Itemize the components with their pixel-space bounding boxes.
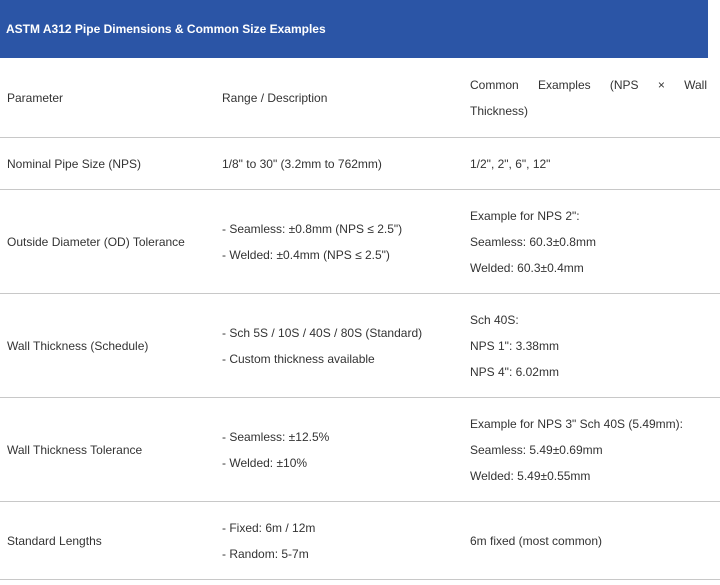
- row-range: [222, 294, 462, 397]
- row-examples: [470, 502, 715, 579]
- row-range: [222, 138, 462, 189]
- parameter-text: Standard Lengths: [7, 533, 102, 548]
- range-line: - Sch 5S / 10S / 40S / 80S (Standard): [222, 325, 423, 340]
- parameter-text: Outside Diameter (OD) Tolerance: [7, 234, 185, 249]
- example-line: 6m fixed (most common): [470, 533, 603, 548]
- header-parameter: [7, 58, 207, 137]
- row-examples: [470, 294, 715, 397]
- table-row: [0, 398, 720, 502]
- example-line: 1/2", 2", 6", 12": [470, 156, 551, 171]
- table-header-row: [0, 58, 720, 138]
- dimensions-table: [0, 58, 720, 580]
- table-row: [0, 138, 720, 190]
- row-parameter: [7, 502, 207, 579]
- example-line: Welded: 60.3±0.4mm: [470, 260, 584, 275]
- range-line: - Fixed: 6m / 12m: [222, 520, 316, 535]
- range-line: - Seamless: ±0.8mm (NPS ≤ 2.5"): [222, 221, 403, 236]
- range-line: 1/8" to 30" (3.2mm to 762mm): [222, 156, 382, 171]
- parameter-text: Nominal Pipe Size (NPS): [7, 156, 142, 171]
- row-examples: [470, 138, 715, 189]
- row-examples: [470, 398, 715, 501]
- example-line: Welded: 5.49±0.55mm: [470, 468, 591, 483]
- range-line: - Seamless: ±12.5%: [222, 429, 330, 444]
- range-line: - Custom thickness available: [222, 351, 375, 366]
- example-line: Sch 40S:: [470, 312, 519, 327]
- example-line: Example for NPS 2":: [470, 208, 580, 223]
- example-line: NPS 4": 6.02mm: [470, 364, 559, 379]
- row-range: [222, 502, 462, 579]
- example-line: NPS 1": 3.38mm: [470, 338, 559, 353]
- table-row: [0, 502, 720, 580]
- header-examples: [470, 58, 715, 137]
- parameter-text: Wall Thickness Tolerance: [7, 442, 143, 457]
- range-line: - Welded: ±10%: [222, 455, 308, 470]
- table-row: [0, 294, 720, 398]
- example-line: Example for NPS 3" Sch 40S (5.49mm):: [470, 416, 684, 431]
- range-line: - Random: 5-7m: [222, 546, 309, 561]
- parameter-text: Wall Thickness (Schedule): [7, 338, 149, 353]
- row-parameter: [7, 138, 207, 189]
- table-title: ASTM A312 Pipe Dimensions & Common Size Examples: [0, 0, 708, 58]
- example-line: Seamless: 5.49±0.69mm: [470, 442, 603, 457]
- header-parameter-label: Parameter: [7, 90, 64, 105]
- row-parameter: [7, 190, 207, 293]
- range-line: - Welded: ±0.4mm (NPS ≤ 2.5"): [222, 247, 390, 262]
- header-examples-label-line2: Thickness): [470, 103, 529, 118]
- header-examples-label-line1: Common Examples (NPS × Wall: [470, 77, 707, 92]
- row-parameter: [7, 398, 207, 501]
- row-range: [222, 398, 462, 501]
- table-row: [0, 190, 720, 294]
- header-range: [222, 58, 462, 137]
- header-range-label: Range / Description: [222, 90, 328, 105]
- row-parameter: [7, 294, 207, 397]
- row-range: [222, 190, 462, 293]
- row-examples: [470, 190, 715, 293]
- example-line: Seamless: 60.3±0.8mm: [470, 234, 596, 249]
